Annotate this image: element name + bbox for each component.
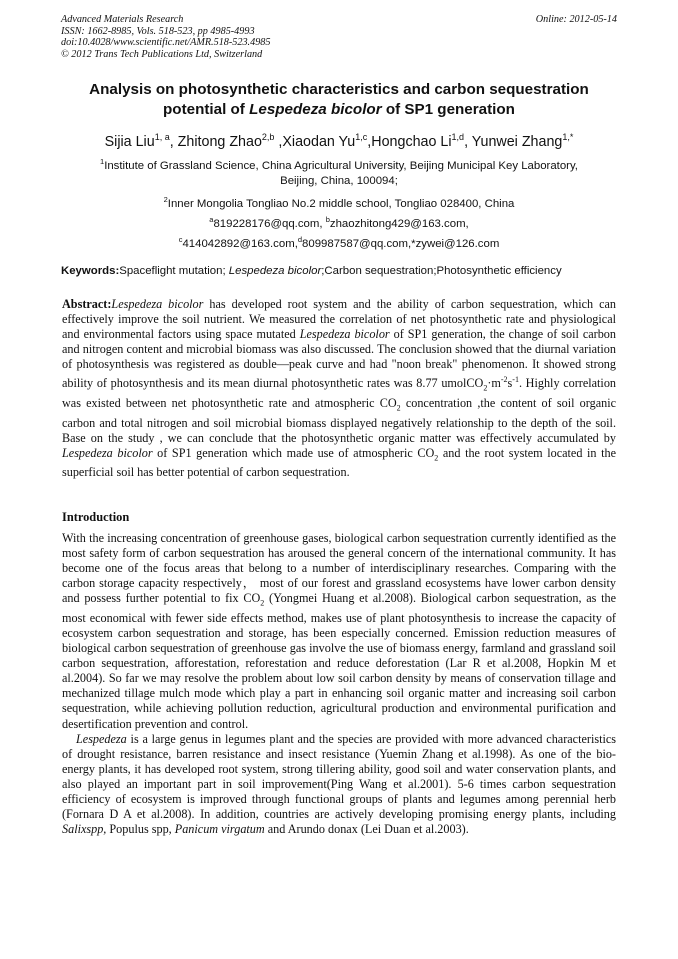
title-species: Lespedeza bicolor [249,101,382,118]
keywords [61,264,621,278]
author-name: Sijia Liu [104,133,155,150]
email-sup: c [178,234,183,244]
title-line-2 [40,100,638,120]
affiliation-1 [60,154,618,189]
intro-paragraph-1 [62,531,616,732]
author-sup: 1, a [154,132,170,142]
introduction-heading: Introduction [62,510,130,524]
abstract-text: has developed root system and the ability of carbon sequestration, which can effectively improve the soil nutrient. We measured the correlation of net photosynthetic rate and physiological and environmental factors using space mutated [62,297,616,342]
abstract-text: of SP1 generation, the change of soil carbon and nitrogen content and microbial biomass was also discussed. The conclusion showed that the diurnal variation of photosynthesis was registered as double—peak curve and had "noon break" phenomenon. It showed strong ability of photosynthesis and its mean diurnal photosynthetic rates was 8.77 umolCO [62,327,616,391]
species-name: Lespedeza bicolor [111,297,204,311]
keywords-species: Lespedeza bicolor [228,265,322,277]
author-sup: 1,d [451,132,465,142]
aff-text: Inner Mongolia Tongliao No.2 middle school, Tongliao 028400, China [167,197,515,210]
species-name: Lespedeza bicolor [299,327,390,342]
journal-name: Advanced Materials Research [61,14,184,25]
subscript: 2 [396,403,401,413]
intro-text: With the increasing concentration of greenhouse gases, biological carbon sequestration currently identified as the most safety form of carbon sequestration has aroused the general concern of the international community. It has become one of the focus areas that belong to a number of interdisciplinary researches. Comparing with the carbon storage capacity respectively， most of our forest and grassland ecosystems have lower carbon density and possess further potential to fix CO [62,531,616,606]
copyright-line: © 2012 Trans Tech Publications Ltd, Switzerland [61,48,263,60]
superscript: -2 [500,375,508,385]
intro-text: (Yongmei Huang et al.2008). Biological carbon sequestration, as the most economical with fewer side effects method, makes use of plant photosynthesis to increase the capacity of ecosystem carbon sequestration and storage, has been especially concerned. Emission reduction measures of biological carbon sequestration of greenhouse gas involve the use of biomass energy, farmland and grassland soil carbon sequestration, afforestation, reforestation and reduce deforestation (Lar R et al.2008, Hopkin M et al.2004). So far we may resolve the problem about low soil carbon density by means of conservation tillage and mechanized tillage mulch mode which play a part in enhancing soil organic matter and increasing soil carbon sequestration, while achieving pollution reduction, agricultural production and environmental purification and desertification prevention and control. [62,591,616,731]
email: zhaozhitong429@163.com, [329,217,469,230]
abstract-text: and the root system located in the superficial soil has better potential of carbon sequestration. [62,445,616,480]
journal-header [61,14,617,60]
keywords-text: Spaceflight mutation; [119,265,229,277]
author-name: Hongchao Li [371,133,452,150]
abstract [62,297,616,480]
abstract-text: . Highly correlation was existed between net photosynthetic rate and atmospheric CO [62,376,617,411]
author-name: Zhitong Zhao [177,133,262,150]
email: 414042892@163.com, [182,237,298,250]
email-list [60,212,618,252]
species-name: Panicum virgatum [174,822,265,837]
intro-text: and Arundo donax (Lei Duan et al.2003). [264,822,469,837]
intro-text: is a large genus in legumes plant and the species are provided with more advanced characteristics of drought resistance, barren resistance and insect resistance (Yuemin Zhang et al.1998). As one of the bio-energy plants, it has developed root system, strong tillering ability, good soil and water conservation plants, and also played an important part in soil improvement(Ping Wang et al.2001). 5-6 times carbon sequestration efficiency of ecosystem is improved through functional groups of plants and legumes among perennial herb (Fornara D A et al.2008). In addition, countries are actively developing promising energy plants, including [62,731,616,822]
affiliation-2 [60,192,618,212]
online-date: Online: 2012-05-14 [535,14,617,25]
aff-text: Institute of Grassland Science, China Agricultural University, Beijing Municipal Key Laboratory, [104,159,578,172]
intro-paragraph-2 [62,732,616,838]
intro-text: Populus spp, [106,822,175,837]
email: 809987587@qq.com,*zywei@126.com [302,237,500,250]
issn-line: ISSN: 1662-8985, Vols. 518-523, pp 4985-4993 [61,25,255,37]
author-sup: 2,b [261,132,275,142]
author-name: Yunwei Zhang [471,133,563,150]
superscript: -1 [512,375,519,385]
title-text-end: of SP1 generation [381,101,515,118]
email-sup: d [297,234,303,244]
aff-sup: 2 [163,195,168,204]
aff-sup: 1 [100,157,105,166]
unit-text: s [507,376,513,391]
unit-text: ·m [487,376,501,391]
doi-line: doi:10.4028/www.scientific.net/AMR.518-523.4985 [61,37,271,49]
paper-title [40,80,638,120]
abstract-text: of SP1 generation which made use of atmospheric CO [152,445,435,460]
abstract-text: concentration ,the content of soil organic carbon and total nitrogen and soil microbial biomass displayed negatively relationship to the depth of the soil. Base on the study , we can conclude that the photosynthetic organic matter was effectively accumulated by [62,396,616,445]
subscript: 2 [434,453,439,463]
title-text: potential of [163,101,250,118]
subscript: 2 [260,598,265,608]
author-list: Sijia Liu$^{1, a}$, Zhitong Zhao$^{2,b}$ ,Xiaodan Yu$^{1,c}$,Hongchao Li$^{1,d}$, Yunwei Zhang$^{1,*}$ [104,132,574,150]
email-sup: a [209,215,214,224]
author-name: Xiaodan Yu [282,133,356,150]
title-line-1: Analysis on photosynthetic characteristics and carbon sequestration [89,81,589,98]
email: 819228176@qq.com, [213,217,326,230]
species-name: Lespedeza bicolor [62,445,153,460]
aff-text: Beijing, China, 100094; [280,174,398,187]
species-name: Lespedeza [76,731,127,746]
species-name: Salixspp, [62,822,107,837]
keywords-label: Keywords: [61,265,120,277]
abstract-label: Abstract: [62,297,112,311]
introduction-body [62,531,616,837]
author-sup: 1,* [562,132,574,142]
subscript: 2 [483,383,488,393]
email-sup: b [325,215,330,224]
author-sup: 1,c [355,132,368,142]
keywords-text: ;Carbon sequestration;Photosynthetic efficiency [321,265,562,277]
